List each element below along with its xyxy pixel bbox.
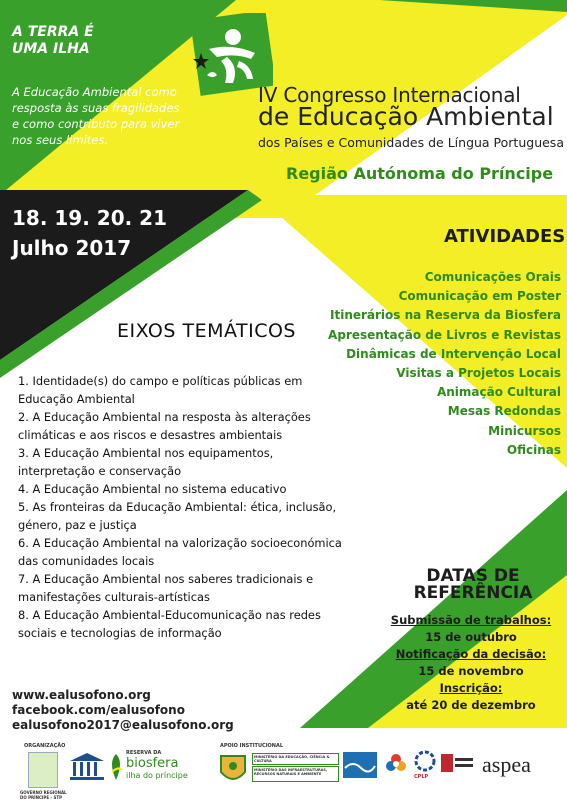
- list-item: 3. A Educação Ambiental nos equipamentos, interpretação e conservação: [18, 446, 274, 478]
- biosfera-subtitle: ilha do príncipe: [126, 771, 188, 780]
- biosfera-leaf-icon: [108, 752, 124, 782]
- list-item: 6. A Educação Ambiental na valorização socioeconómica das comunidades locais: [18, 536, 342, 568]
- list-item: Comunicação em Poster: [398, 289, 561, 304]
- email-link[interactable]: ealusofono2017@ealusofono.org: [12, 718, 234, 732]
- tagline-body: [12, 84, 187, 148]
- submission-date: 15 de outubro: [425, 630, 517, 644]
- organizacao-label: ORGANIZAÇÃO: [24, 743, 66, 749]
- tagline-body-line4: nos seus limites.: [12, 133, 108, 147]
- registration-label: Inscrição:: [439, 681, 503, 695]
- notification-label: Notificação da decisão:: [395, 647, 547, 661]
- ministerio-educacao-logo: MINISTÉRIO DA EDUCAÇÃO, CIÊNCIA & CULTURA: [252, 753, 339, 765]
- reserva-label: RESERVA DA: [126, 750, 162, 756]
- eixos-list: [18, 372, 378, 642]
- list-item: Oficinas: [506, 442, 561, 457]
- list-item: 8. A Educação Ambiental-Educomunicação nas redes sociais e tecnologias de informação: [18, 608, 321, 640]
- ministerio-ambiente-logo: MINISTÉRIO DAS INFRAESTRUTURAS, RECURSOS NATURAIS E AMBIENTE: [252, 766, 339, 782]
- registration-date: até 20 de dezembro: [406, 698, 536, 712]
- region-title: Região Autónoma do Príncipe: [286, 164, 554, 183]
- unesco-icon: [68, 750, 106, 784]
- notification-date: 15 de novembro: [418, 664, 524, 678]
- tagline-title-line1: A TERRA É: [12, 24, 94, 40]
- reference-title: DATAS DE REFERÊNCIA: [413, 566, 533, 603]
- cm-logo-icon: [441, 752, 475, 774]
- eixos-title: EIXOS TEMÁTICOS: [117, 320, 296, 342]
- website-link[interactable]: www.ealusofono.org: [12, 688, 151, 702]
- facebook-link[interactable]: facebook.com/ealusofono: [12, 703, 185, 717]
- biosfera-title: biosfera: [126, 756, 179, 771]
- list-item: Minicursos: [488, 423, 561, 438]
- tagline-body-line1: A Educação Ambiental como: [12, 85, 177, 99]
- flower-logo-icon: [384, 752, 408, 776]
- event-month: Julho 2017: [12, 236, 132, 260]
- list-item: Dinâmicas de Intervenção Local: [346, 346, 561, 361]
- list-item: Animação Cultural: [436, 385, 561, 400]
- congress-title-line1: IV Congresso Internacional: [258, 83, 521, 107]
- list-item: Mesas Redondas: [447, 404, 561, 419]
- event-days: 18. 19. 20. 21: [12, 206, 168, 230]
- tagline-title: [12, 24, 162, 58]
- list-item: 7. A Educação Ambiental nos saberes tradicionais e manifestações culturais-artísticas: [18, 572, 314, 604]
- tagline-body-line3: e como contributo para viver: [12, 117, 180, 131]
- governo-label: GOVERNO REGIONAL DO PRÍNCIPE - STP: [20, 790, 67, 800]
- cplp-label: CPLP: [414, 774, 429, 780]
- submission-label: Submissão de trabalhos:: [390, 613, 552, 627]
- list-item: 1. Identidade(s) do campo e políticas públicas em Educação Ambiental: [18, 374, 303, 406]
- list-item: Itinerários na Reserva da Biosfera: [330, 308, 561, 323]
- aspea-logo: aspea: [482, 752, 531, 777]
- reference-dates: [378, 612, 564, 714]
- apoio-label: APOIO INSTITUCIONAL: [220, 743, 284, 749]
- list-item: Comunicações Orais: [424, 270, 561, 284]
- contact-info: [12, 688, 234, 733]
- list-item: 5. As fronteiras da Educação Ambiental: ética, inclusão, género, paz e justiça: [18, 500, 337, 532]
- tagline-title-line2: UMA ILHA: [12, 41, 90, 57]
- cplp-logo-icon: [414, 750, 436, 772]
- governo-logo-icon: [28, 752, 58, 788]
- list-item: Visitas a Projetos Locais: [396, 366, 561, 381]
- tagline-body-line2: resposta às suas fragilidades: [12, 101, 180, 115]
- congress-title-line2: de Educação Ambiental: [258, 102, 554, 131]
- wave-logo-icon: [343, 752, 377, 778]
- list-item: 2. A Educação Ambiental na resposta às alterações climáticas e aos riscos e desastres ambientais: [18, 410, 311, 442]
- congress-subtitle: dos Países e Comunidades de Língua Portuguesa: [258, 135, 564, 150]
- activities-title: ATIVIDADES: [444, 226, 566, 247]
- event-dates: [12, 203, 167, 263]
- list-item: 4. A Educação Ambiental no sistema educativo: [18, 482, 287, 496]
- list-item: Apresentação de Livros e Revistas: [328, 327, 561, 342]
- footer-logos: [0, 738, 567, 802]
- coat-of-arms-icon: [218, 752, 248, 788]
